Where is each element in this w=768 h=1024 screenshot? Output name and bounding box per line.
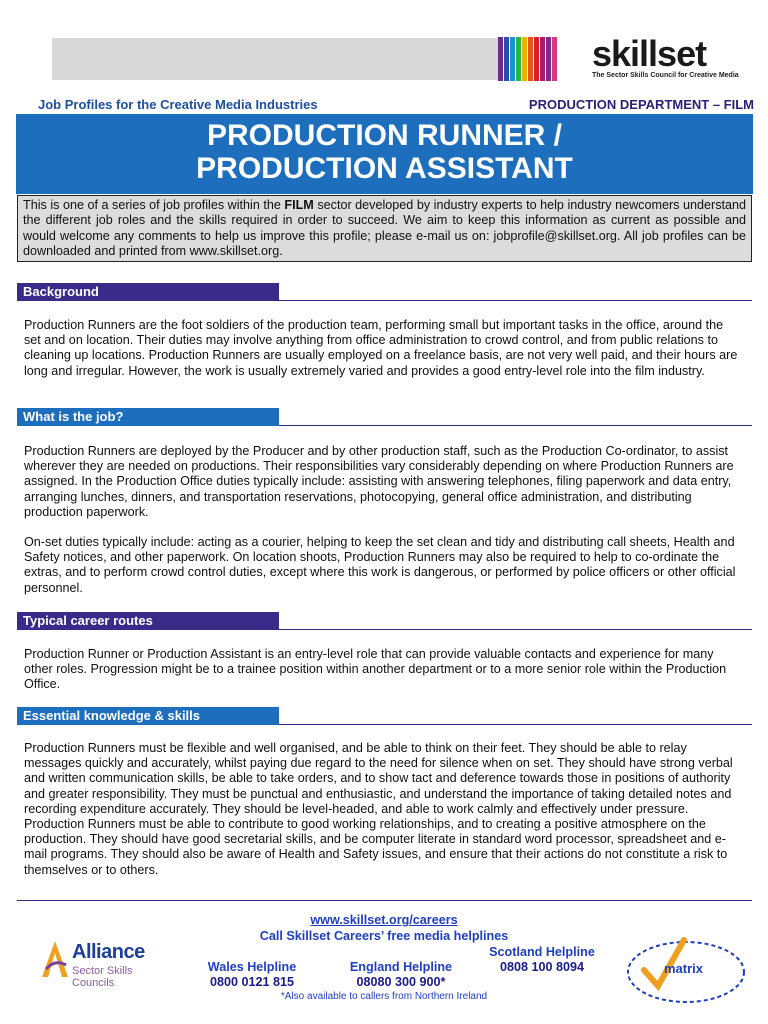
helpline-number[interactable]: 0808 100 8094 — [499, 960, 585, 974]
logo-tagline: The Sector Skills Council for Creative Media — [592, 72, 739, 79]
intro-film-keyword: FILM — [284, 198, 314, 212]
alliance-subtitle: Sector Skills Councils — [72, 965, 133, 989]
color-bar — [498, 37, 503, 81]
intro-text-2: sector developed by industry experts to help industry newcomers understand the different job roles and the skills required in order to succeed. We aim to keep this information as current as possible and would welcome any comments to help us improve this profile; please e-mail us on: jobprofile@skillset.org. All job profiles can be downloaded and printed from www.skillset.org. — [23, 198, 747, 259]
helpline-intro: Call Skillset Careers’ free media helplines — [259, 929, 509, 943]
job-paragraph-1: Production Runners are deployed by the Producer and by other production staff, such as the Production Co-ordinator, to assist wherever they are needed on productions. Their responsibilities vary considerably depending on where Production Runners are assigned. In the Production Office duties typically include: assisting with answering telephones, filing paperwork and data entry, arranging lunches, dinners, and transportation reservations, photocopying, general office administration, and distributing production paperwork. — [24, 444, 734, 519]
section-heading: Background — [17, 283, 279, 301]
divider — [279, 300, 752, 301]
color-bar — [528, 37, 533, 81]
career-routes-paragraph: Production Runner or Production Assistant is an entry-level role that can provide valuable contacts and experience for many other roles. Progression might be to a trainee position within another department or to a more senior role within the Production Office. — [24, 647, 727, 692]
section-header-career-routes — [17, 612, 752, 632]
color-bars-graphic — [498, 37, 562, 81]
section-heading: Typical career routes — [17, 612, 279, 630]
scotland-helpline — [486, 945, 598, 975]
page-title — [16, 114, 753, 194]
matrix-name: matrix — [664, 961, 704, 976]
department-label: PRODUCTION DEPARTMENT – FILM — [528, 97, 754, 112]
footnote: *Also available to callers from Northern Ireland — [280, 991, 488, 1002]
header-banner — [52, 38, 498, 80]
color-bar — [534, 37, 539, 81]
footer-divider — [17, 900, 752, 901]
section-header-what-is-the-job — [17, 408, 752, 428]
intro-text-1: This is one of a series of job profiles within the — [23, 198, 281, 212]
section-header-background — [17, 283, 752, 303]
color-bar — [546, 37, 551, 81]
color-bar — [552, 37, 557, 81]
section-heading: Essential knowledge & skills — [17, 707, 279, 725]
helpline-number[interactable]: 08080 300 900* — [356, 975, 446, 989]
helpline-label: England Helpline — [349, 960, 453, 974]
color-bar — [522, 37, 527, 81]
title-line-1: PRODUCTION RUNNER / — [206, 119, 562, 152]
helpline-number[interactable]: 0800 0121 815 — [209, 975, 295, 989]
skillset-logo[interactable] — [592, 33, 762, 86]
logo-text: skillset — [592, 33, 707, 74]
subheader — [38, 97, 756, 113]
color-bar — [540, 37, 545, 81]
skills-paragraph: Production Runners must be flexible and well organised, and be able to think on their feet. They should be able to relay messages quickly and accurately, whilst paying due regard to the need for silence when on set. They should have strong verbal and written communication skills, be able to take orders, and to show tact and deference towards those in positions of authority and greater responsibility. They must be punctual and enthusiastic, and understand the importance of taking detailed notes and recording expenditure accurately. They should be level-headed, and able to work calmly and effectively under pressure. Production Runners must be able to contribute to good working relationships, and to creating a positive atmosphere on the production. They should have good secretarial skills, and be computer literate in standard word processor, spreadsheet and e-mail programs. They should also be aware of Health and Safety issues, and ensure that their actions do not constitute a risk to themselves or to others. — [24, 741, 733, 877]
section-header-knowledge-skills — [17, 707, 752, 727]
background-paragraph: Production Runners are the foot soldiers of the production team, performing small but important tasks in the office, around the set and on location. Their duties may involve anything from office administration to crowd control, and from public relations to cleaning up locations. Production Runners are usually employed on a freelance basis, are not very well paid, and their hours are long and irregular. However, the work is usually extremely varied and provides a good entry-level role into the film industry. — [24, 318, 738, 378]
wales-helpline — [196, 960, 308, 990]
helpline-label: Wales Helpline — [207, 960, 297, 974]
helpline-label: Scotland Helpline — [489, 945, 595, 959]
england-helpline — [336, 960, 466, 990]
matrix-logo — [624, 930, 764, 1018]
color-bar — [510, 37, 515, 81]
careers-link[interactable]: www.skillset.org/careers — [310, 913, 458, 927]
job-paragraph-2: On-set duties typically include: acting as a courier, helping to keep the set clean and tidy and distributing call sheets, Health and Safety notices, and other paperwork. On location shoots, Production Runners may also be required to help to co-ordinate the extras, and to perform crowd control duties, except where this work is dangerous, or performed by police officers or other official personnel. — [24, 535, 736, 595]
title-line-2: PRODUCTION ASSISTANT — [196, 152, 573, 185]
color-bar — [504, 37, 509, 81]
color-bar — [516, 37, 521, 81]
series-title: Job Profiles for the Creative Media Industries — [38, 97, 318, 112]
divider — [279, 425, 752, 426]
alliance-name: Alliance — [72, 941, 145, 963]
divider — [279, 629, 752, 630]
divider — [279, 724, 752, 725]
section-heading: What is the job? — [17, 408, 279, 426]
alliance-logo — [40, 937, 170, 989]
alliance-icon — [40, 939, 70, 979]
intro-box — [17, 195, 752, 262]
